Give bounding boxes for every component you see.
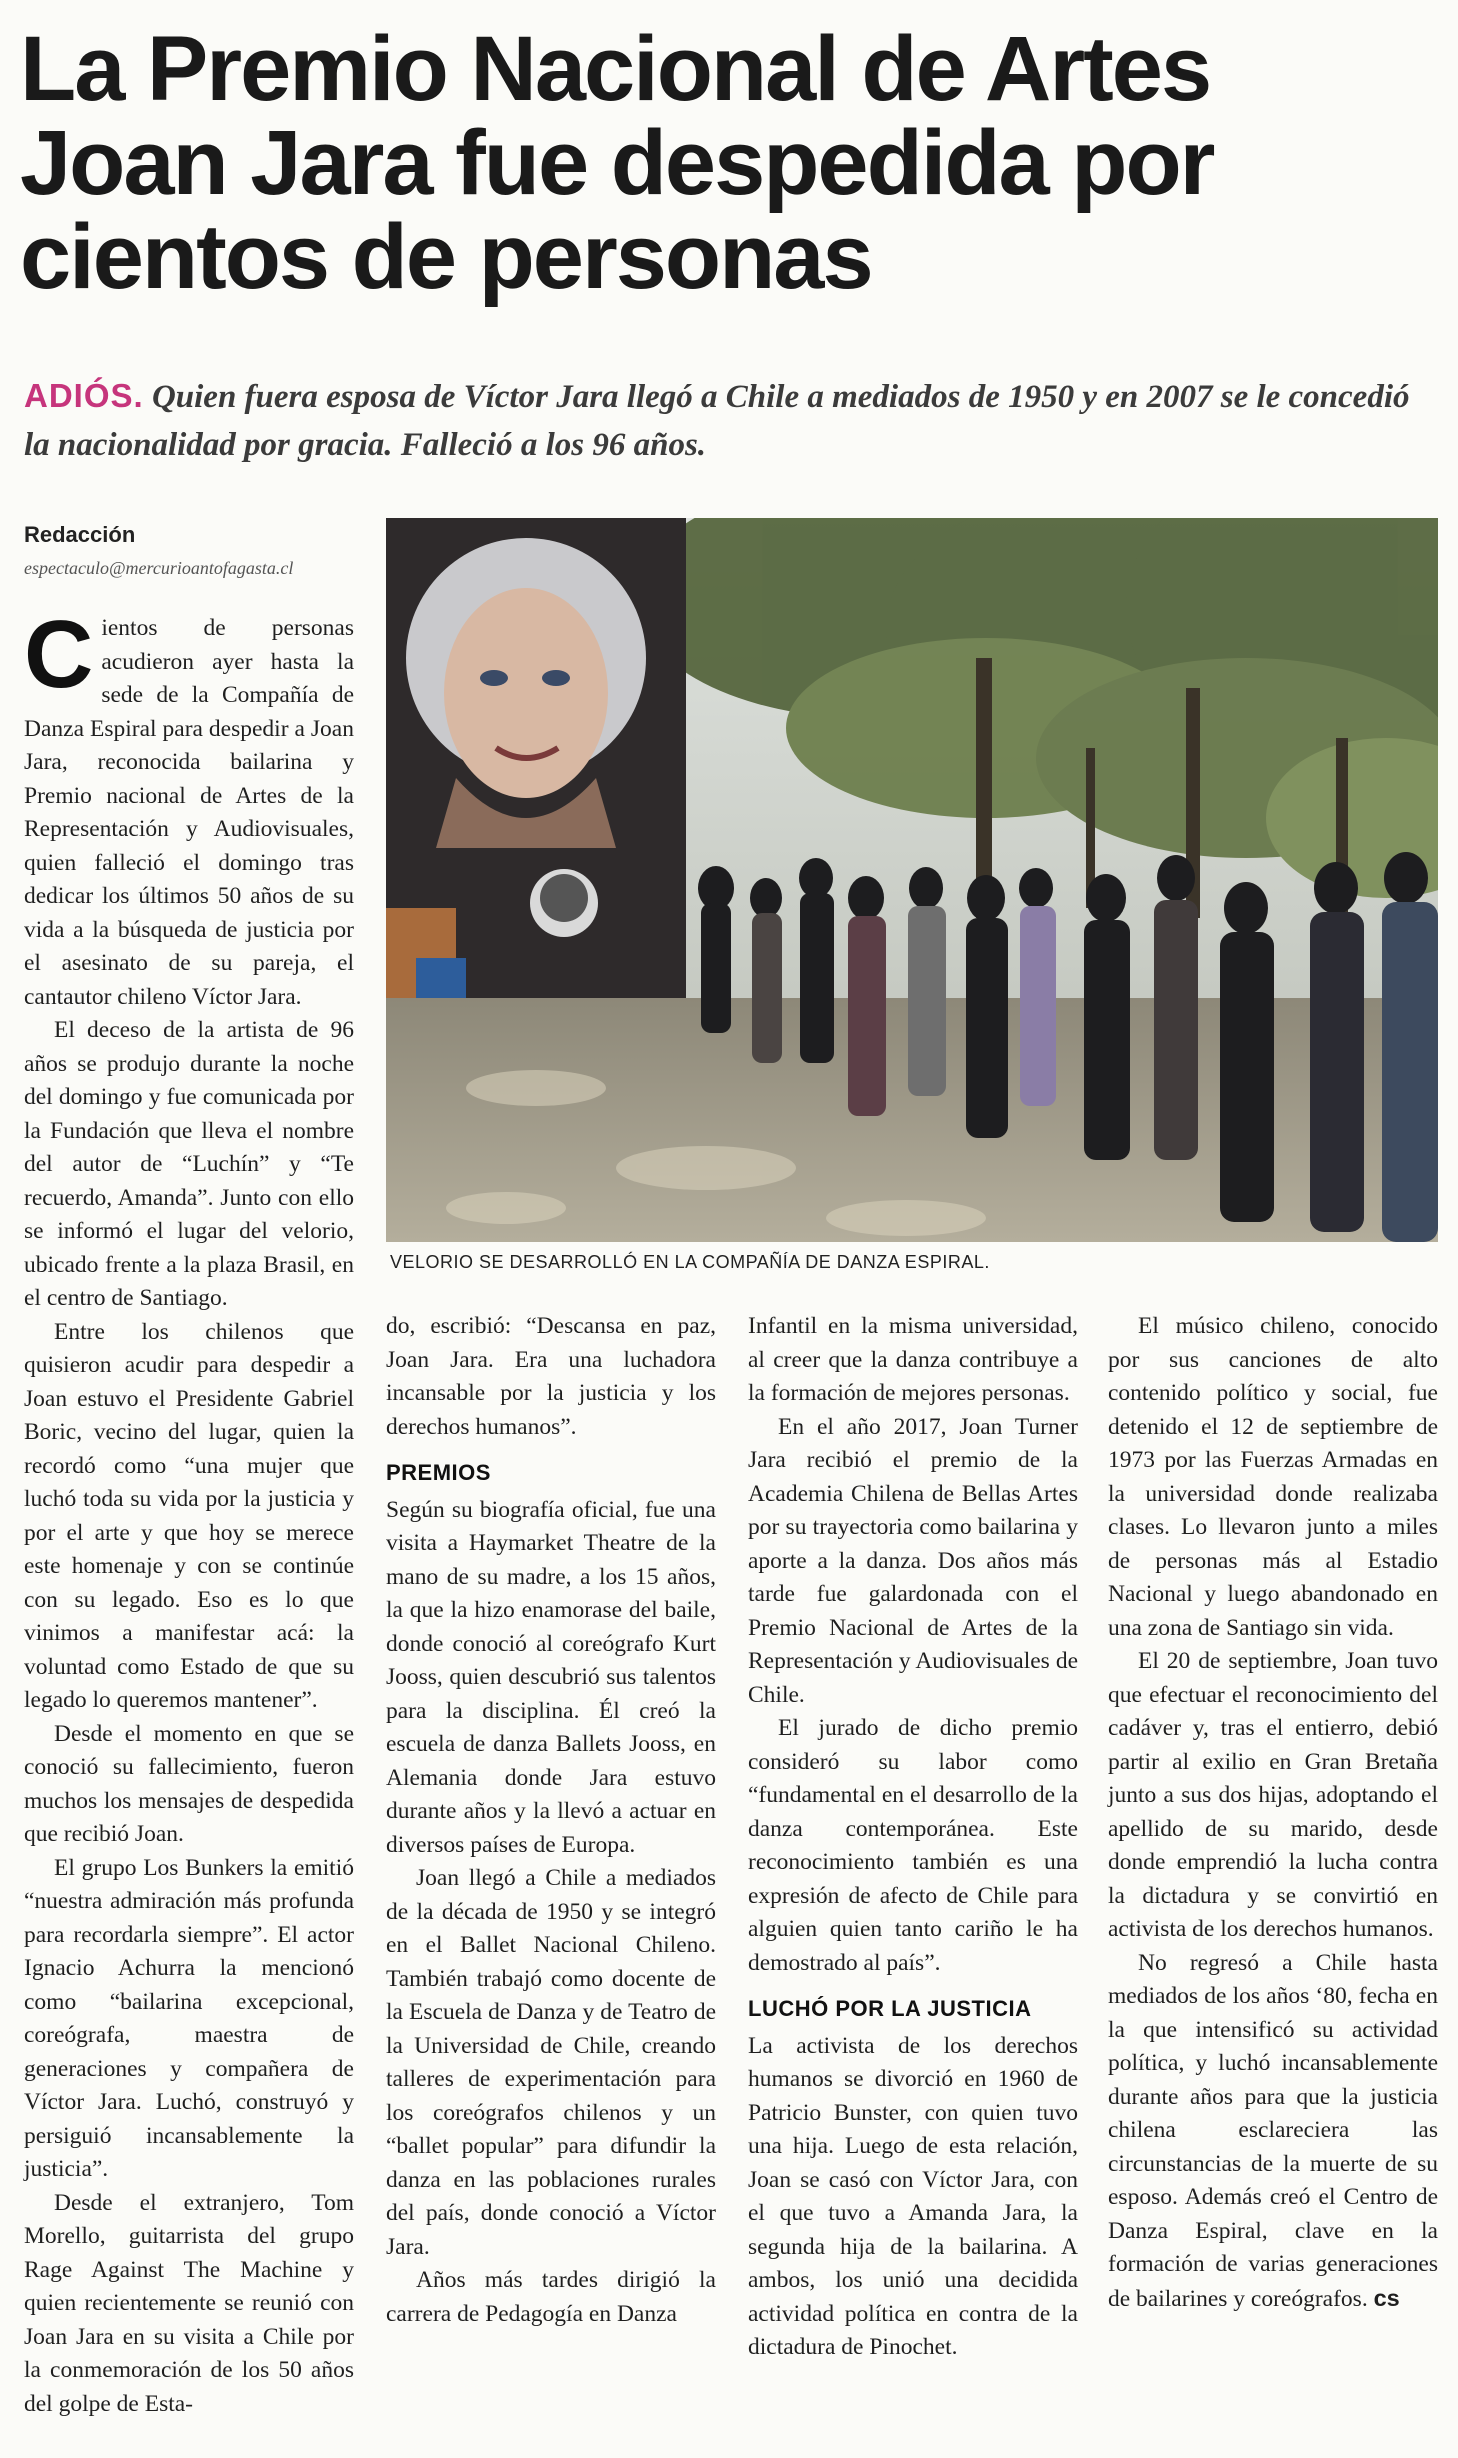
photo-illustration [386,518,1438,1242]
paragraph: El músico chileno, conocido por sus canciones de alto contenido político y social, fue detenido el 12 de septiembre de 1973 por las Fuerzas Armadas en la universidad donde realizaba clases. Lo llevaron junto a miles de personas más al Estadio Nacional y luego abandonado en una zona de Santiago sin vida. [1108,1313,1438,1641]
paragraph: La activista de los derechos humanos se divorció en 1960 de Patricio Bunster, con quien tuvo una hija. Luego de esta relación, Joan se casó con Víctor Jara, con el que tuvo a Amanda Jara, la segunda hija de la bailarina. A ambos, los unió una decidida actividad política en contra de la dictadura de Pinochet. [748,2032,1078,2360]
byline-email: espectaculo@mercurioantofagasta.cl [24,558,294,578]
paragraph: El 20 de septiembre, Joan tuvo que efectuar el reconocimiento del cadáver y, tras el entierro, debió partir al exilio en Gran Bretaña junto a sus dos hijas, adoptando el apellido de su marido, desde donde emprendió la lucha contra la dictadura y se convirtió en activista de los derechos humanos. [1108,1648,1438,1942]
end-mark: cs [1373,2284,1400,2311]
paragraph: Desde el momento en que se conoció su fallecimiento, fueron muchos los mensajes de despedida que recibió Joan. [24,1720,354,1847]
paragraph: Entre los chilenos que quisieron acudir para despedir a Joan estuvo el Presidente Gabriel Boric, vecino del lugar, quien la recordó como “una mujer que luchó toda su vida por la justicia y por el arte y que hoy se merece este homenaje y con se continúe con su legado. Eso es lo que vinimos a manifestar acá: la voluntad como Estado de que su legado lo queremos mantener”. [24,1318,354,1713]
column-2 [386,1310,716,2331]
paragraph: No regresó a Chile hasta mediados de los años ‘80, fecha en la que intensificó su actividad política, y luchó incansablemente durante años para que la justicia chilena esclareciera las circunstancias de la muerte de su esposo. Además creó el Centro de Danza Espiral, clave en la formación de varias generaciones de bailarines y coreógrafos. cs [1108,1949,1438,2312]
headline [20,18,1440,308]
paragraph: Desde el extranjero, Tom Morello, guitarrista del grupo Rage Against The Machine y quien recientemente se reunió con Joan Jara en su visita a Chile por la conmemoración de los 50 años del golpe de Esta- [24,2189,354,2417]
article-photo [386,518,1438,1242]
section-heading-premios: PREMIOS [386,1460,491,1485]
deck-kicker: ADIÓS. [24,377,144,414]
paragraph: Según su biografía oficial, fue una visita a Haymarket Theatre de la mano de su madre, a los 15 años, la que la hizo enamorase del baile, donde conoció al coreógrafo Kurt Jooss, quien descubrió sus talentos para la disciplina. Él creó la escuela de danza Ballets Jooss, en Alemania donde Jara estuvo durante años y la llevó a actuar en diversos países de Europa. [386,1496,716,1858]
paragraph: Joan llegó a Chile a mediados de la década de 1950 y se integró en el Ballet Nacional Chileno. También trabajó como docente de la Escuela de Danza y de Teatro de la Universidad de Chile, creando talleres de experimentación para los coreógrafos chilenos y un “ballet popular” para difundir la danza en las poblaciones rurales del país, donde conoció a Víctor Jara. [386,1865,716,2260]
headline-line-3: cientos de personas [20,206,872,308]
column-1 [24,601,354,2421]
deck-text: Quien fuera esposa de Víctor Jara llegó a Chile a mediados de 1950 y en 2007 se le concedió la nacionalidad por gracia. Falleció a los 96 años. [24,379,1410,463]
paragraph: Infantil en la misma universidad, al creer que la danza contribuye a la formación de mejores personas. [748,1313,1078,1406]
deck [24,372,1434,469]
paragraph: El deceso de la artista de 96 años se produjo durante la noche del domingo y fue comunicada por la Fundación que lleva el nombre del autor de “Luchín” y “Te recuerdo, Amanda”. Junto con ello se informó el lugar del velorio, ubicado frente a la plaza Brasil, en el centro de Santiago. [24,1017,354,1311]
drop-cap: C [24,601,94,708]
section-heading-lucho: LUCHÓ POR LA JUSTICIA [748,1996,1032,2021]
photo-caption: VELORIO SE DESARROLLÓ EN LA COMPAÑÍA DE DANZA ESPIRAL. [390,1252,990,1272]
paragraph: Cientos de personas acudieron ayer hasta la sede de la Compañía de Danza Espiral para despedir a Joan Jara, reconocida bailarina y Premio nacional de Artes de la Representación y Audiovisuales, quien falleció el domingo tras dedicar los últimos 50 años de su vida a la búsqueda de justicia por el asesinato de su pareja, el cantautor chileno Víctor Jara. [24,601,354,1010]
paragraph: El jurado de dicho premio consideró su labor como “fundamental en el desarrollo de la danza contemporánea. Este reconocimiento también es una expresión de afecto de Chile para alguien quien tanto cariño le ha demostrado al país”. [748,1715,1078,1976]
headline-line-2: Joan Jara fue despedida por [20,112,1214,214]
column-4 [1108,1310,1438,2316]
byline-author: Redacción [24,522,136,547]
paragraph: En el año 2017, Joan Turner Jara recibió el premio de la Academia Chilena de Bellas Artes por su trayectoria como bailarina y aporte a la danza. Dos años más tarde fue galardonada con el Premio Nacional de Artes de la Representación y Audiovisuales de Chile. [748,1413,1078,1708]
headline-line-1: La Premio Nacional de Artes [20,18,1211,120]
paragraph: Años más tardes dirigió la carrera de Pedagogía en Danza [386,2267,716,2327]
paragraph: El grupo Los Bunkers la emitió “nuestra admiración más profunda para recordarla siempre”. El actor Ignacio Achurra la mencionó como “bailarina excepcional, coreógrafa, maestra de generaciones y compañera de Víctor Jara. Luchó, construyó y persiguió incansablemente la justicia”. [24,1854,354,2182]
column-3 [748,1310,1078,2365]
paragraph: do, escribió: “Descansa en paz, Joan Jara. Era una luchadora incansable por la justicia y los derechos humanos”. [386,1313,716,1440]
